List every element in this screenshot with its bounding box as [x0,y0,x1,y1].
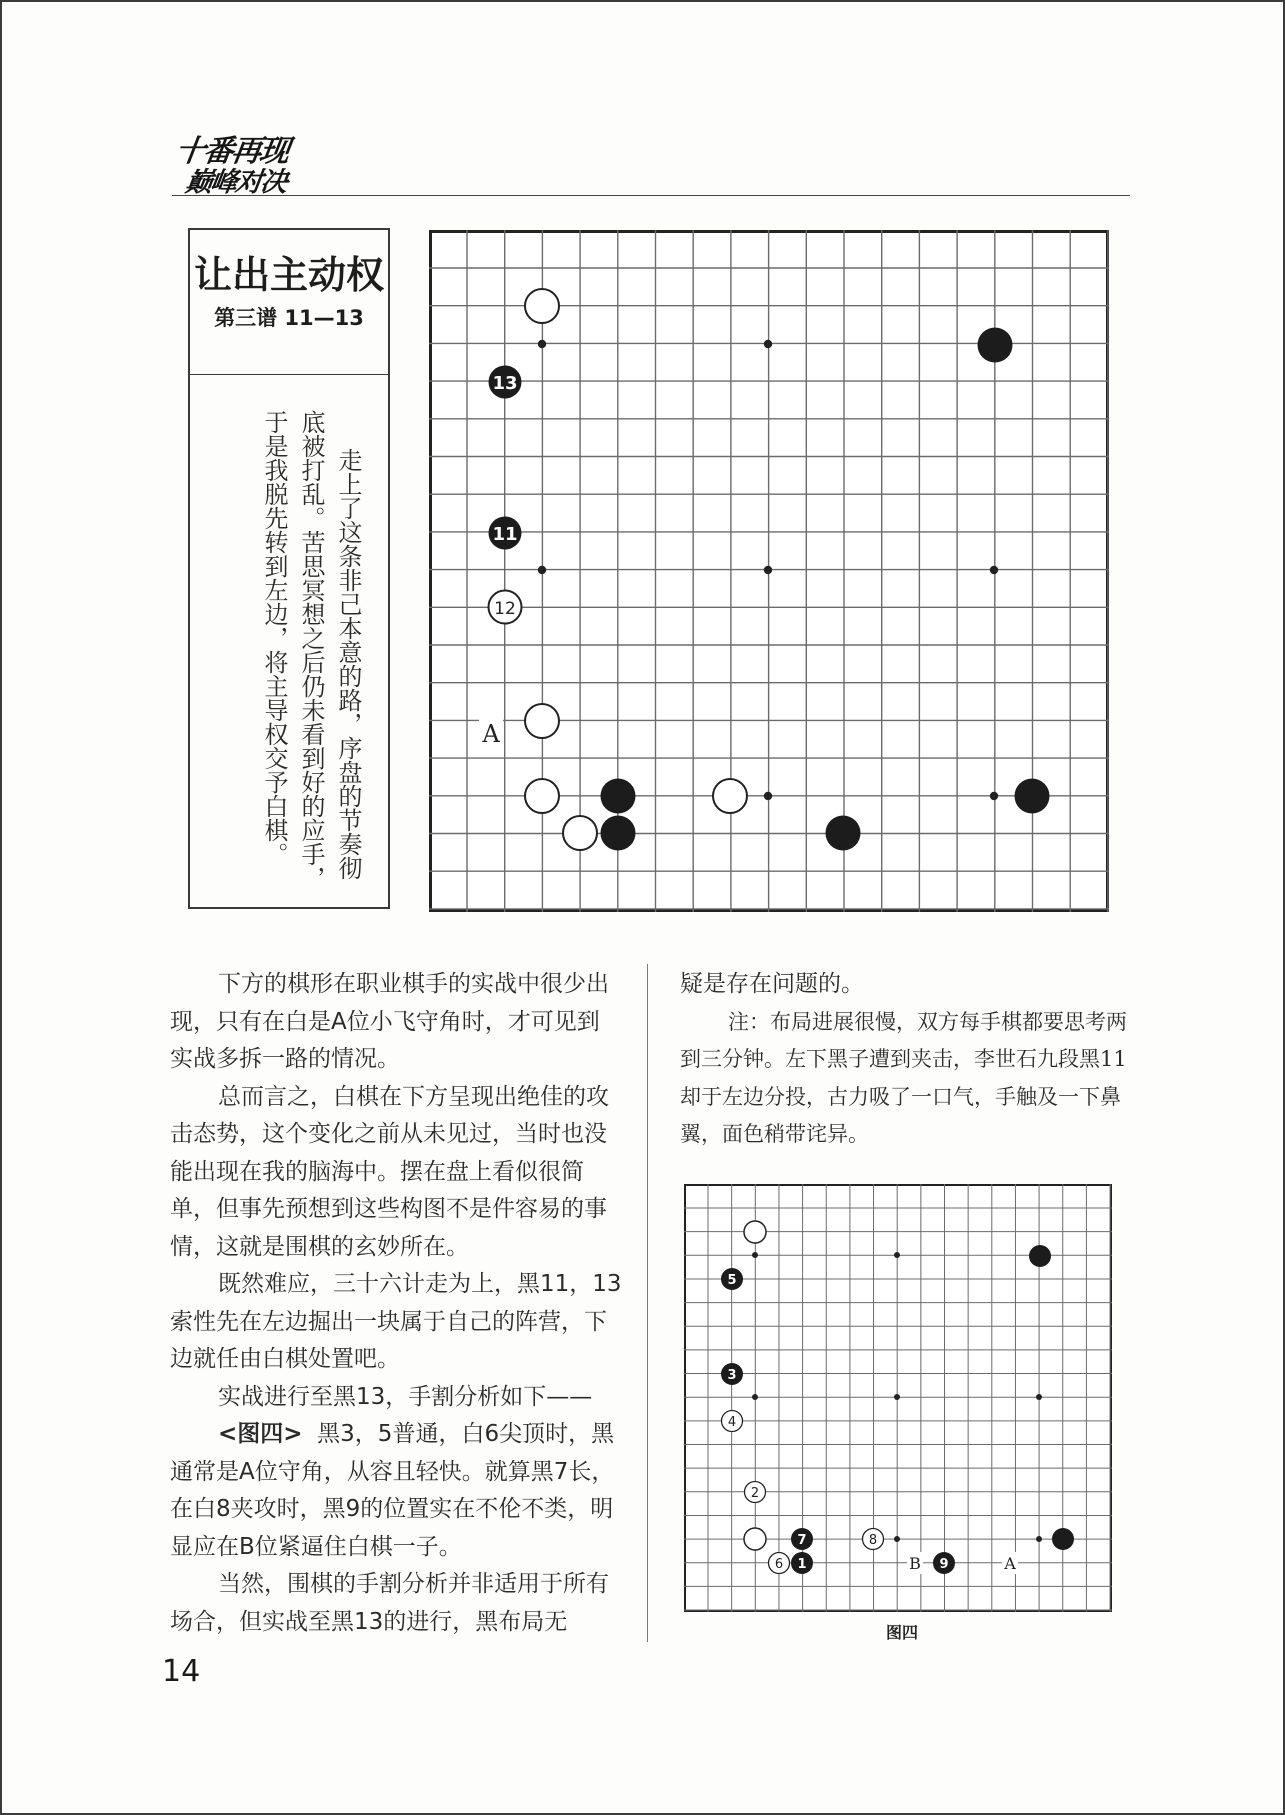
white-stone [713,779,747,813]
move-label-12: 12 [494,599,516,619]
quote-text: 走上了这条非己本意的路，序盘的节奏彻底被打乱。苦思冥想之后仍未看到好的应手，于是我脱先转到左边，将主导权交予白棋。 [260,410,362,890]
page-number: 14 [162,1654,201,1689]
logo-line-2: 巅峰对决 [183,167,288,198]
chapter-title: 让出主动权 [193,252,384,297]
black-stone [978,328,1013,363]
move-label-9: 9 [939,1557,949,1572]
white-stone [525,289,559,323]
figure-caption: 图四 [885,1623,918,1642]
black-stone [1052,1528,1074,1550]
series-logo [172,124,307,196]
annotation-note: 注：布局进展很慢，双方每手棋都要思考两到三分钟。左下黑子遭到夹击，李世石九段黑11却于左边分投，古力吸了一口气，手触及一下鼻翼，面色稍带诧异。 [680,1009,1127,1146]
black-stone [826,816,861,851]
paragraph-continuation: 疑是存在问题的。 [680,971,864,997]
black-stone [1015,779,1050,814]
paragraph: 总而言之，白棋在下方呈现出绝佳的攻击态势，这个变化之前从未见过，当时也没能出现在我的脑海中。摆在盘上看似很简单，但事先预想到这些构图不是件容易的事情，这就是围棋的玄妙所在。 [170,1083,609,1260]
paragraph: 当然，围棋的手割分析并非适用于所有场合，但实战至黑13的进行，黑布局无 [170,1571,609,1635]
point-a-label: A [1004,1554,1016,1573]
move-label-13: 13 [492,373,518,394]
move-label-5: 5 [727,1273,737,1288]
header-rule [172,195,1130,196]
paragraph: 实战进行至黑13，手割分析如下—— [218,1383,593,1410]
black-stone [601,816,636,851]
white-stone [525,779,559,813]
go-board-figure-4 [684,1184,1112,1612]
white-stone [744,1528,766,1550]
white-stone [525,704,559,738]
point-a-label: A [482,720,500,748]
title-head [190,230,388,375]
move-label-2: 2 [750,1486,760,1501]
vertical-quote [216,410,366,890]
move-label-11: 11 [492,524,518,545]
move-label-3: 3 [727,1368,737,1383]
figure-reference: <图四> [218,1421,303,1447]
white-stone [563,816,597,850]
black-stone [601,779,636,814]
move-label-7: 7 [797,1533,807,1548]
go-board-main [429,230,1109,912]
black-stone [1029,1245,1051,1267]
move-label-8: 8 [868,1533,878,1548]
move-label-1: 1 [797,1557,807,1572]
body-column-left [170,966,622,1641]
chapter-subtitle: 第三谱 11—13 [214,306,364,330]
chapter-title-box [188,228,390,909]
book-page [2,2,1283,1813]
point-b-label: B [909,1554,921,1573]
white-stone [744,1221,766,1243]
column-divider [647,964,648,1642]
paragraph [170,1416,622,1566]
paragraph: 下方的棋形在职业棋手的实战中很少出现，只有在白是A位小飞守角时，才可见到实战多拆一路的情况。 [170,971,609,1072]
figure-description: 黑3，5普通，白6尖顶时，黑通常是A位守角，从容且轻快。就算黑7长，在白8夹攻时，黑9的位置实在不伦不类，明显应在B位紧逼住白棋一子。 [170,1421,615,1560]
paragraph: 既然难应，三十六计走为上，黑11，13索性先在左边掘出一块属于自己的阵营，下边就任由白棋处置吧。 [170,1271,622,1372]
move-label-4: 4 [727,1415,737,1430]
move-label-6: 6 [774,1557,784,1572]
logo-line-1: 十番再现 [173,134,290,169]
body-column-right [680,966,1132,1154]
